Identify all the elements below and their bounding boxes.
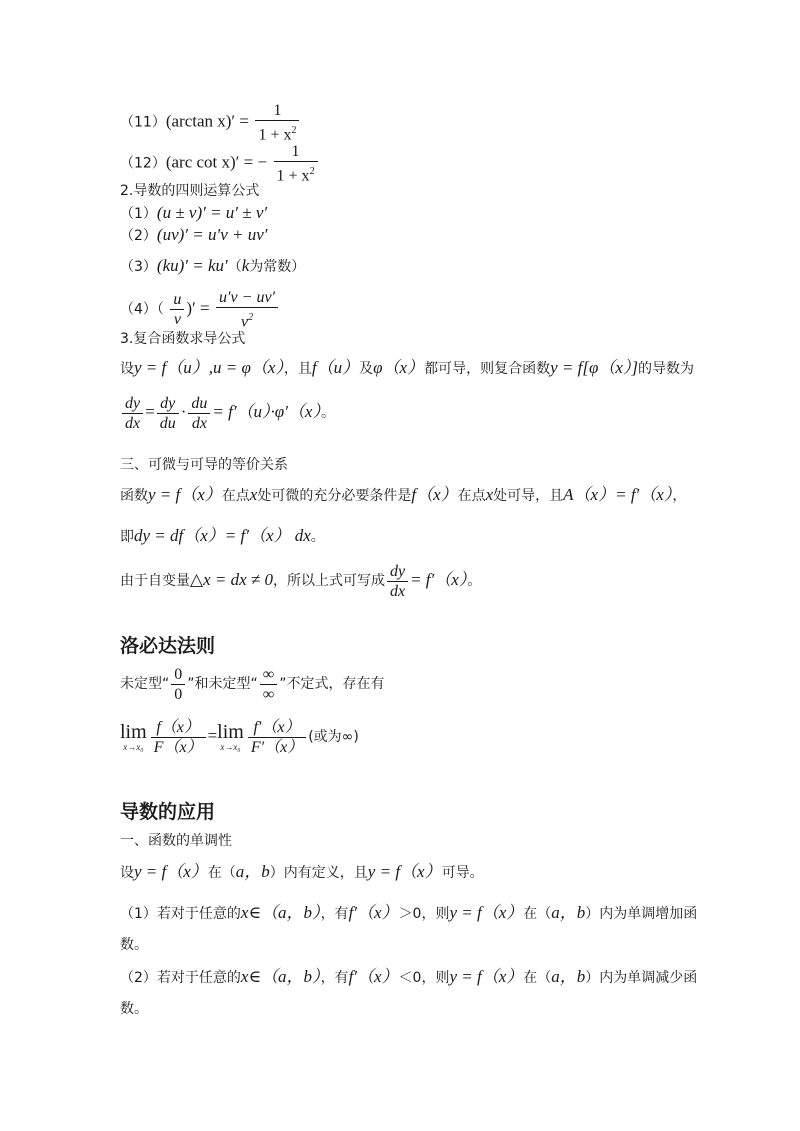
lhop-frac-2: [248, 718, 306, 757]
chain-frac-dydx-num: dy: [122, 394, 143, 414]
mono-c2-i: a，b: [551, 967, 586, 986]
mono-c2-g: y = f（x）: [449, 967, 524, 986]
formula-11: [120, 101, 301, 144]
rule-constant: [120, 256, 305, 277]
formula-12-fraction: [274, 142, 318, 185]
differentiable-para-2: [120, 526, 325, 547]
mono-c2-a: （2）若对于任意的: [120, 970, 241, 986]
lhop-inf-fraction: [260, 665, 277, 704]
mono-c2-c: ，有: [320, 970, 349, 986]
diff-p1-a: 函数: [120, 488, 148, 504]
lhop-frac-1-den: F（x）: [153, 738, 203, 756]
diff-p3-a: 由于自变量: [120, 573, 190, 589]
lhop-note: (或为∞): [308, 729, 359, 745]
chain-text-i: 的导数为: [638, 361, 695, 377]
lhopital-formula: [120, 714, 359, 759]
rule-quotient-label: （4）: [120, 301, 157, 318]
chain-rhs: = f′（u）·φ′（x）: [212, 402, 321, 421]
rule-constant-label: （3）: [120, 259, 157, 275]
diff-p1-j: A（x）= f′（x）: [563, 485, 673, 504]
chain-eq: =: [145, 402, 155, 421]
diff-p3-den: dx: [389, 582, 406, 600]
mono-c1-g: y = f（x）: [449, 903, 524, 922]
formula-11-label: （11）: [120, 114, 166, 131]
mono-c1-f: ，则: [421, 906, 450, 922]
chain-frac-dydx-den: dx: [125, 414, 141, 432]
mono-c1-c: ，有: [320, 906, 349, 922]
diff-p2-c: 。: [310, 529, 325, 545]
formula-11-lhs: (arctan x)′ =: [165, 111, 249, 131]
rule-quotient-open: （: [156, 301, 164, 318]
chain-dot: ·: [180, 402, 187, 421]
rule-quotient-fraction: [216, 288, 278, 331]
mono-c1-e: ＞0: [398, 906, 422, 922]
mono-c1-i: a，b: [551, 903, 586, 922]
rule-quotient-uv-fraction: [170, 290, 184, 329]
monotonicity-case-2: [120, 967, 697, 988]
lhop-lim-2-sub: x→x₀: [220, 742, 241, 752]
differentiable-title: 三、可微与可导的等价关系: [120, 457, 288, 473]
rule-quotient-v: v: [173, 311, 181, 329]
lhop-frac-1: [151, 718, 206, 757]
chain-frac-dudx-den: dx: [191, 414, 207, 432]
rule-product-label: （2）: [120, 228, 157, 244]
mono-s-b: y = f（x）: [134, 862, 208, 881]
formula-11-fraction: [255, 101, 299, 144]
lhopital-heading: 洛必达法则: [120, 635, 216, 657]
chain-frac-dydu-num: dy: [157, 394, 179, 414]
diff-p1-h: x: [485, 485, 494, 504]
lhop-frac-2-num: f′（x）: [248, 718, 306, 738]
mono-c2-h: 在（: [523, 970, 552, 986]
rule-product-math: (uv)′ = u′v + uv′: [156, 225, 268, 244]
rule-quotient-denominator: [216, 308, 278, 331]
lhop-zero-num: 0: [171, 665, 185, 685]
rule-sum: [120, 203, 267, 224]
lhop-lim-1: [120, 722, 147, 752]
formula-12-numerator: 1: [274, 142, 318, 162]
diff-p2-a: 即: [120, 529, 134, 545]
rule-constant-note-open: （: [227, 259, 242, 275]
monotonicity-case-1: [120, 903, 697, 924]
lhop-lim-2: [217, 722, 244, 752]
mono-c2-b: x∈（a，b）: [240, 967, 321, 986]
rule-quotient-u: u: [170, 290, 184, 310]
chain-frac-dudx-num: du: [188, 394, 210, 414]
mono-c1-h: 在（: [523, 906, 552, 922]
mono-s-d: a，b: [235, 862, 270, 881]
rule-constant-note-k: k: [241, 256, 250, 275]
diff-p1-k: ，: [672, 488, 687, 504]
mono-s-c: 在（: [207, 865, 236, 881]
lhop-inf-num: ∞: [260, 665, 277, 685]
lhop-zero-den: 0: [174, 685, 183, 703]
lhop-text-c: ”不定式，存在有: [279, 676, 385, 692]
diff-p3-e: 。: [467, 573, 482, 589]
chain-text-e: 及: [359, 361, 374, 377]
section-3-title: 3.复合函数求导公式: [120, 331, 246, 347]
applications-heading: 导数的应用: [120, 801, 216, 823]
rule-quotient-mid: )′ =: [186, 298, 210, 318]
mono-s-g: 可导。: [441, 865, 484, 881]
lhop-lim-2-word: lim: [217, 721, 244, 743]
lhop-frac-2-den: F′（x）: [250, 738, 304, 756]
section-2-title: 2.导数的四则运算公式: [120, 183, 260, 199]
lhopital-intro: [120, 664, 384, 704]
diff-p1-e: 处可微的充分必要条件是: [257, 488, 412, 504]
formula-12: [120, 142, 320, 185]
lhop-zero-fraction: [171, 665, 185, 704]
formula-11-den-base: 1 + x: [258, 126, 292, 144]
diff-p1-g: 在点: [457, 488, 486, 504]
rule-quotient-numerator: u′v − uv′: [216, 288, 278, 308]
monotonicity-case-2-wrap: 数。: [120, 1001, 148, 1017]
rule-quotient-den-base: v: [240, 313, 249, 331]
diff-p1-c: 在点: [221, 488, 250, 504]
differentiable-para-3: [120, 560, 481, 601]
chain-end: 。: [320, 405, 335, 421]
diff-p1-d: x: [249, 485, 258, 504]
rule-sum-math: (u ± v)′ = u′ ± v′: [156, 203, 268, 222]
mono-c2-f: ，则: [421, 970, 450, 986]
mono-s-e: ）内有定义，且: [269, 865, 368, 881]
formula-12-den-exp: 2: [309, 166, 315, 177]
lhop-text-a: 未定型“: [120, 676, 170, 692]
chain-math-f: φ（x）: [373, 358, 425, 377]
lhop-lim-1-word: lim: [120, 721, 147, 743]
rule-product: [120, 225, 267, 246]
formula-12-den-base: 1 + x: [276, 167, 310, 185]
rule-quotient-den-exp: 2: [248, 312, 254, 323]
chain-frac-dydx: [122, 394, 143, 433]
diff-p1-f: f（x）: [411, 485, 458, 504]
lhop-lim-1-sub: x→x₀: [123, 742, 144, 752]
mono-c1-j: ）内为单调增加函: [585, 906, 698, 922]
chain-text-c: ，且: [283, 361, 312, 377]
rule-constant-note: 为常数）: [249, 259, 306, 275]
chain-text-g: 都可导，则复合函数: [424, 361, 551, 377]
mono-c1-d: f′（x）: [348, 903, 399, 922]
chain-frac-dudx: [188, 394, 210, 433]
chain-text-a: 设: [120, 361, 134, 377]
formula-11-numerator: 1: [255, 101, 299, 121]
diff-p1-i: 处可导，且: [493, 488, 564, 504]
lhop-frac-1-num: f（x）: [151, 718, 206, 738]
formula-12-denominator: [274, 162, 318, 185]
mono-c1-a: （1）若对于任意的: [120, 906, 241, 922]
mono-c2-d: f′（x）: [348, 967, 399, 986]
formula-12-lhs: (arc cot x)′ = −: [165, 152, 268, 172]
monotonicity-title: 一、函数的单调性: [120, 833, 232, 849]
diff-p3-c: ，所以上式可写成: [272, 573, 385, 589]
formula-11-den-exp: 2: [291, 125, 297, 136]
chain-math-b: y = f（u）,u = φ（x）: [134, 358, 284, 377]
monotonicity-case-1-wrap: 数。: [120, 937, 148, 953]
chain-rule-statement: [120, 358, 694, 379]
formula-11-denominator: [255, 121, 299, 144]
lhop-inf-den: ∞: [262, 685, 275, 703]
chain-rule-formula: [120, 392, 335, 433]
chain-math-d: f（u）: [311, 358, 360, 377]
diff-p2-b: dy = df（x）= f′（x） dx: [134, 526, 311, 545]
diff-p3-fraction: [387, 562, 408, 601]
differentiable-para-1: [120, 485, 686, 506]
chain-frac-dydu: [157, 394, 179, 433]
chain-math-h: y = f[φ（x）]: [550, 358, 639, 377]
diff-p1-b: y = f（x）: [148, 485, 222, 504]
rule-quotient: [120, 288, 280, 331]
mono-c2-e: ＜0: [398, 970, 422, 986]
diff-p3-d: = f′（x）: [410, 570, 468, 589]
chain-frac-dydu-den: du: [159, 414, 176, 432]
diff-p3-b: △x = dx ≠ 0: [190, 570, 273, 589]
diff-p3-num: dy: [387, 562, 408, 582]
rule-sum-label: （1）: [120, 206, 157, 222]
monotonicity-setup: [120, 862, 484, 883]
mono-s-a: 设: [120, 865, 134, 881]
formula-12-label: （12）: [120, 155, 166, 172]
lhop-text-b: ”和未定型“: [187, 676, 258, 692]
rule-constant-math: (ku)′ = ku′: [156, 256, 228, 275]
mono-c1-b: x∈（a，b）: [240, 903, 321, 922]
mono-s-f: y = f（x）: [367, 862, 442, 881]
mono-c2-j: ）内为单调减少函: [585, 970, 698, 986]
lhop-eq: =: [207, 726, 218, 745]
